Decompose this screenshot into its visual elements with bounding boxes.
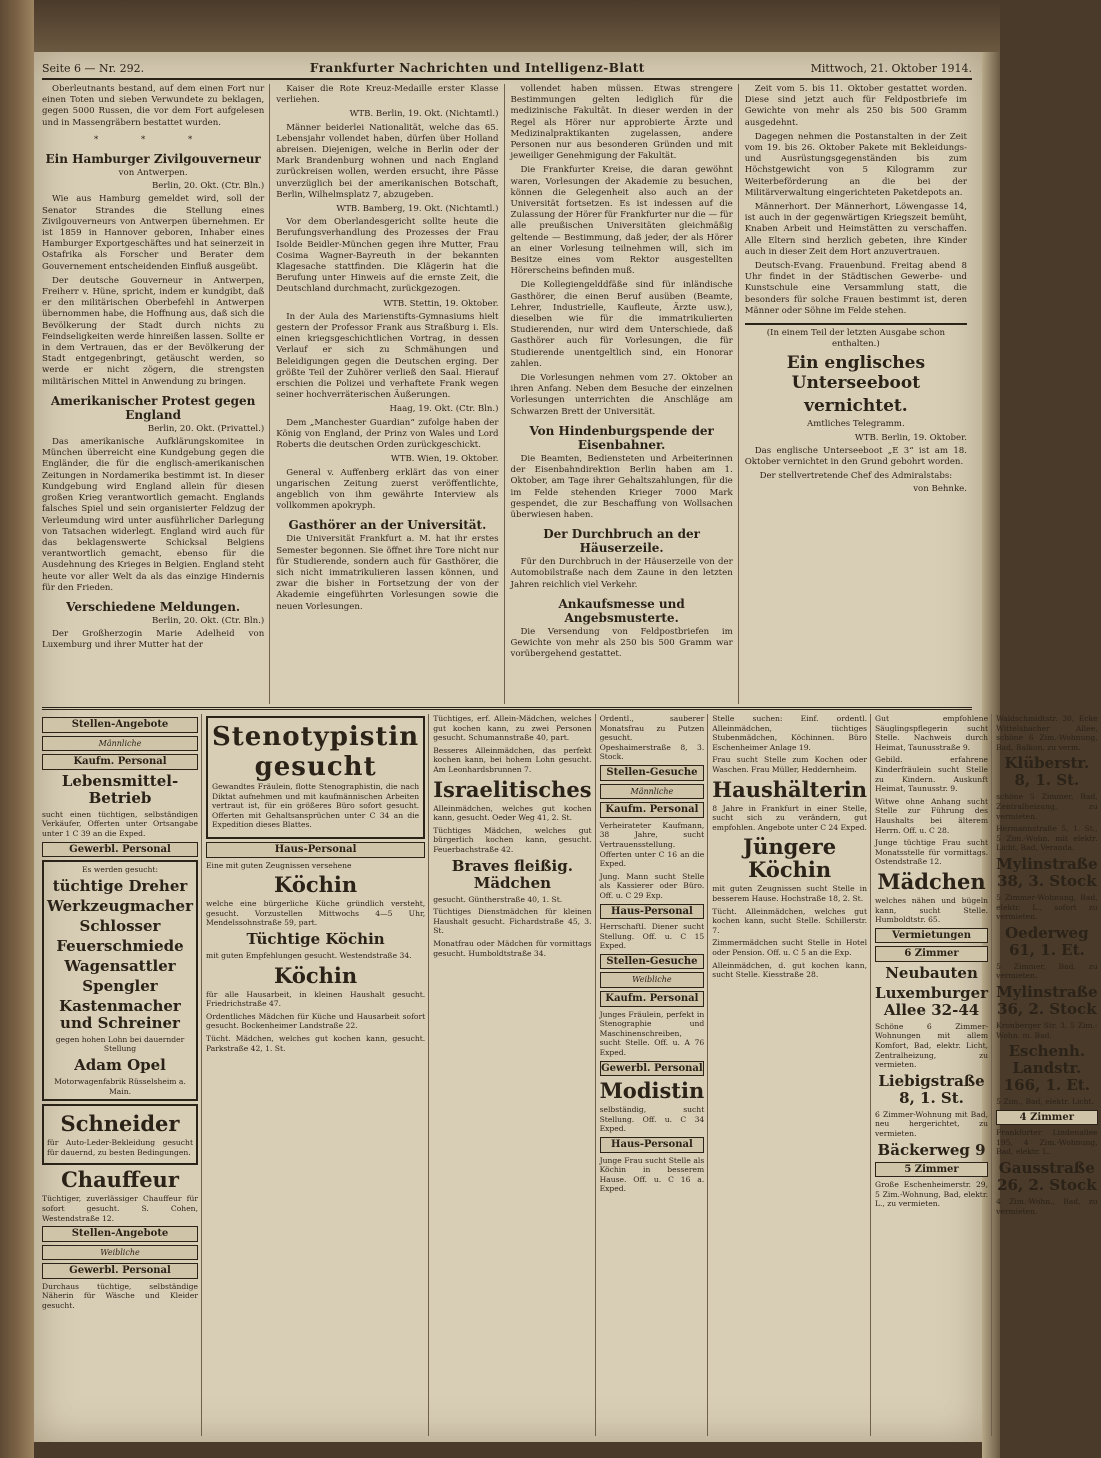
category-sub: Weibliche [42, 1245, 198, 1261]
edition-note: (In einem Teil der letzten Ausgabe schon enthalten.) [745, 323, 967, 350]
scan-top-edge [0, 0, 1000, 52]
ad-box [42, 1104, 198, 1165]
dateline: Berlin, 20. Okt. (Ctr. Bln.) [151, 615, 265, 626]
ad-text: Zimmermädchen sucht Stelle in Hotel oder Pension. Off. u. C 5 an die Exp. [712, 938, 868, 957]
article-text: Oberleutnants bestand, auf dem einen Fort nur einen Toten und sieben Verwundete zu beklagen, gegen 5000 Russen, die vor dem Fort aufgelesen und in Massengräbern bestattet wurden. [42, 84, 265, 128]
category-header: 6 Zimmer [875, 946, 988, 962]
ad-text: Frankfurter Lindenallee 195, 4 Zim.-Wohnung, Bad, elektr. L. [996, 1128, 1098, 1157]
ad-text: welches nähen und bügeln kann, sucht Stelle. Humboldtstr. 65. [875, 895, 989, 925]
ad-text: Eine mit guten Zeugnissen versehene [206, 860, 352, 870]
ad-text: Waldschmidtstr. 30, Ecke Wittelsbacher Allee, schöne 6 Zim.-Wohnung, Bad, Balkon, zu verm. [996, 714, 1098, 752]
ad-text: Schöne 6 Zimmer-Wohnungen mit allem Komfort, Bad, elektr. Licht, Zentralheizung, zu vermieten. [875, 1021, 989, 1070]
page-number: Seite 6 — Nr. 292. [42, 61, 145, 75]
ads-column-6 [875, 714, 992, 1436]
category-header: Stellen-Gesuche [600, 765, 705, 781]
ad-headline: Braves fleißig. Mädchen [451, 856, 573, 892]
article-text: Der Großherzogin Marie Adelheid von Luxemburg und ihrer Mutter hat der [42, 629, 265, 651]
ads-column-7 [996, 714, 1101, 1436]
ad-text: 5 Zim., Bad, elektr. Licht. [996, 1097, 1095, 1107]
category-header: 5 Zimmer [875, 1162, 988, 1178]
ad-box [42, 860, 198, 1101]
page-header [42, 58, 972, 80]
category-header: Gewerbl. Personal [42, 1263, 198, 1279]
headline: Von Hindenburgspende der Eisenbahner. [529, 423, 714, 452]
article-text: Die Beamten, Bediensteten und Arbeiterinnen der Eisenbahndirektion Berlin haben am 1. Oktober, am Tage ihrer Gehaltszahlungen, für die im Felde stehenden Krieger 7000 Mark gespendet, die zur Beschaffung von Wollsachen überwiesen haben. [510, 453, 733, 520]
article-text: Männer beiderlei Nationalität, welche das 65. Lebensjahr vollendet haben, dürfen über Holland abreisen. Diejenigen, welche in Berlin oder der Mark Brandenburg wohnen und nach England zurückreisen wollen, werden ersucht, ihre Pässe unverzüglich bei der amerikanischen Botschaft, Berlin, Wilhelmsplatz 7, abzugeben. [276, 122, 499, 200]
ad-text: Durchaus tüchtige, selbständige Näherin für Wäsche und Kleider gesucht. [42, 1281, 198, 1311]
ad-text: Junges Fräulein, perfekt in Stenographie und Maschinenschreiben, sucht Stelle. Off. u. A 76 Exped. [599, 1009, 705, 1058]
ad-text: Tücht. Mädchen, welches gut kochen kann, gesucht. Parkstraße 42, 1. St. [206, 1033, 426, 1053]
ad-text: Frau sucht Stelle zum Kochen oder Waschen. Frau Müller, Heddernheim. [712, 755, 868, 774]
ads-column-5 [712, 714, 871, 1436]
article-text: Zeit vom 5. bis 11. Oktober gestattet worden. Diese sind jetzt auch für Feldpostbriefe im Gewichte von mehr als 250 bis 500 Gramm ausgedehnt. [744, 84, 967, 128]
article-text: In der Aula des Marienstifts-Gymnasiums hielt gestern der Professor Frank aus Straßburg i. Els. einen kriegsgeschichtlichen Vortrag, in dessen Verlauf er sich zu Schmähungen und Beleidigungen gegen die Deutschen erging. Der größte Teil der Zuhörer verließ den Saal. Hierauf erschien die Polizei und verhaftete Frank wegen seiner hochverräterischen Äußerungen. [276, 311, 499, 401]
signature-name: von Behnke. [913, 484, 967, 495]
headline-main-2: vernichtet. [804, 396, 908, 417]
ads-column-3 [433, 714, 595, 1436]
ad-text: Hermannstraße 5, 1. St., 5 Zim.-Wohn. mit elektr. Licht, Bad, Veranda. [996, 824, 1098, 853]
category-sub: Weibliche [600, 972, 705, 988]
ad-text: Kronberger Str. 3, 5 Zim.-Wohn. m. Bad. [996, 1020, 1098, 1040]
ad-text: sucht einen tüchtigen, selbständigen Verkäufer, Offerten unter Ortsangabe unter 1 C 39 an die Exped. [42, 809, 198, 838]
category-header: Haus-Personal [206, 842, 425, 858]
headline: Ein Hamburger Zivilgouverneur [45, 152, 261, 167]
ad-text: Jung. Mann sucht Stelle als Kassierer oder Büro. Off. u. C 29 Exp. [599, 871, 705, 900]
article-text: Dem „Manchester Guardian“ zufolge haben der König von England, der Prinz von Wales und Lord Roberts die deutschen Orden zurückgeschickt. [276, 417, 499, 451]
ad-text: 8 Jahre in Frankfurt in einer Stelle, sucht sich zu verändern, gut empfohlen. Angebote unter C 24 Exped. [712, 803, 868, 832]
ad-box [206, 716, 425, 839]
article-text: vollendet haben müssen. Etwas strengere Bestimmungen gelten lediglich für die medizinische Fakultät. In dieser werden in der Regel als Hörer nur approbierte Ärzte und Medizinalpraktikanten zugelassen, andere Personen nur aus besonderen Gründen und mit jeweiliger Genehmigung der Fakultät. [510, 84, 733, 162]
ad-text: mit guten Zeugnissen sucht Stelle in besserem Hause. Hochstraße 18, 2. St. [712, 884, 868, 903]
dateline: WTB. Berlin, 19. Okt. (Nichtamtl.) [349, 109, 499, 120]
ad-text: Gewandtes Fräulein, flotte Stenographistin, die nach Diktat aufnehmen und mit kaufmännischen Arbeiten vertraut ist, für ein größeres Büro sofort gesucht. Offerten mit Gehaltsansprüchen unter C 34 an die Expedition dieses Blattes. [212, 782, 420, 830]
ad-headline: Wagensattler [64, 956, 176, 975]
news-column-1 [42, 84, 270, 704]
ad-headline: Neubauten [885, 963, 978, 982]
ad-headline: Tüchtige Köchin [246, 929, 385, 948]
headline: Amerikanischer Protest gegen England [50, 393, 256, 422]
ad-headline: tüchtige Dreher [52, 876, 188, 895]
ad-text: Tüchtiges Mädchen, welches gut bürgerlich kochen kann, gesucht. Feuerbachstraße 42. [433, 825, 592, 854]
subheadline: von Antwerpen. [118, 168, 188, 179]
book-binding [0, 0, 34, 1458]
headline: Der Durchbruch an der Häuserzeile. [543, 527, 700, 556]
newspaper-page [34, 52, 1098, 1442]
category-header: 4 Zimmer [996, 1110, 1098, 1126]
ad-headline: Klüberstr. 8, 1. St. [1004, 754, 1090, 790]
article-text: Für den Durchbruch in der Häuserzeile von der Automobilstraße nach dem Zaune in den letzten Jahren reichlich viel Verkehr. [510, 557, 733, 590]
article-text: Deutsch-Evang. Frauenbund. Freitag abend 8 Uhr findet in der Städtischen Gewerbe- und Kunstschule eine Versammlung statt, die besonders für solche Frauen bestimmt ist, deren Männer oder Söhne im Felde stehen. [744, 261, 967, 316]
dateline: WTB. Berlin, 19. Oktober. [854, 432, 967, 443]
newspaper-title: Frankfurter Nachrichten und Intelligenz-Blatt [309, 61, 645, 75]
ad-text: Herrschaftl. Diener sucht Stellung. Off. u. C 15 Exped. [599, 922, 705, 951]
ad-headline: Stenotypistin gesucht [212, 722, 420, 782]
category-header: Kaufm. Personal [42, 754, 198, 770]
ad-headline: Kastenmacher und Schreiner [59, 996, 181, 1032]
article-text: Die Versendung von Feldpostbriefen im Gewichte von mehr als 250 bis 500 Gramm war vorübergehend gestattet. [510, 626, 733, 660]
ad-firm: Adam Opel [74, 1055, 166, 1074]
news-column-2 [276, 84, 504, 704]
ad-headline: Liebigstraße 8, 1. St. [878, 1071, 985, 1107]
ad-headline: Oederweg 61, 1. Et. [1005, 923, 1089, 959]
headline: Gasthörer an der Universität. [288, 518, 487, 533]
ad-text: Tüchtiger, zuverlässiger Chauffeur für sofort gesucht. S. Cohen, Westendstraße 12. [42, 1194, 198, 1223]
ad-text: Motorwagenfabrik Rüsselsheim a. Main. [54, 1076, 186, 1096]
article-text: Dagegen nehmen die Postanstalten in der Zeit vom 19. bis 26. Oktober Pakete mit Bekleidungs- und Ausrüstungsgegenständen bis zum Höchstgewicht von 5 Kilogramm zur Weiterbeförderung an die bei der Militärverwaltung eingerichteten Paketdepots an. [744, 131, 967, 198]
article-text: Das englische Unterseeboot „E 3“ ist am 18. Oktober vernichtet in den Grund gebohrt worden. [744, 445, 967, 468]
news-column-3 [511, 84, 739, 704]
ads-column-2 [206, 714, 429, 1436]
ads-divider [42, 707, 972, 710]
category-header: Kaufm. Personal [600, 991, 705, 1007]
category-sub: Männliche [600, 784, 705, 800]
ad-text: gegen hohen Lohn bei dauernder Stellung [55, 1034, 185, 1054]
ad-headline: Eschenh. Landstr. 166, 1. Et. [1003, 1042, 1090, 1095]
dateline: WTB. Stettin, 19. Oktober. [383, 298, 499, 309]
ad-text: Gebild. erfahrene Kinderfräulein sucht Stelle zu Kindern. Auskunft Heimat, Taunusstr. 9. [875, 755, 989, 794]
ad-text: Gut empfohlene Säuglingspflegerin sucht Stelle. Nachweis durch Heimat, Taunusstraße 9. [875, 714, 989, 752]
ad-text: Junge Frau sucht Stelle als Köchin in besserem Hause. Off. u. C 16 a. Exped. [599, 1155, 705, 1194]
ad-headline: Schneider [60, 1111, 180, 1137]
headline: Ankaufsmesse und Angebsmusterte. [558, 596, 685, 625]
ad-text: 5 Zimmer-Wohnung, Bad, elektr. L., sofort zu vermieten. [996, 892, 1098, 922]
ad-headline: Luxemburger Allee 32-44 [875, 983, 989, 1019]
article-text: Die Kollegiengelddfäße sind für inländische Gasthörer, die einen Beruf ausüben (Beamte, Lehrer, Industrielle, Kaufleute, Ärzte usw.), dieselben wie für die immatrikulierten Studierenden, nur wird dem Unterschiede, daß Gasthörer auch für Vorlesungen, die für Studierende unentgeltlich sind, ein Honorar zahlen. [510, 280, 733, 369]
ad-headline: Mädchen [877, 868, 986, 894]
ad-headline: Israelitisches [433, 776, 592, 802]
ad-text: Alleinmädchen, welches gut kochen kann, gesucht. Oeder Weg 41, 2. St. [433, 803, 592, 823]
telegram-label: Amtliches Telegramm. [807, 419, 905, 430]
ad-text: Witwe ohne Anhang sucht Stelle zur Führung des Haushalts bei älterem Herrn. Off. u. C 28. [875, 796, 989, 835]
ad-text: Tüchtiges, erf. Allein-Mädchen, welches gut kochen kann, zu zwei Personen gesucht. Schumannstraße 40, part. [433, 714, 592, 743]
category-header: Gewerbl. Personal [42, 842, 198, 858]
dateline: Berlin, 20. Okt. (Privattel.) [147, 423, 265, 434]
ads-column-4 [600, 714, 709, 1436]
ad-headline: Mylinstraße 38, 3. Stock [996, 854, 1098, 890]
classified-ads [42, 714, 1098, 1436]
article-text: Kaiser die Rote Kreuz-Medaille erster Klasse verliehen. [276, 84, 499, 106]
ad-text: Alleinmädchen, d. gut kochen kann, sucht Stelle. Kiesstraße 28. [712, 960, 868, 980]
ad-text: Tücht. Alleinmädchen, welches gut kochen kann, sucht Stelle. Schillerstr. 7. [712, 906, 868, 935]
ad-headline: Bäckerweg 9 [877, 1140, 986, 1159]
ad-text: für alle Hausarbeit, in kleinen Haushalt gesucht. Friedrichstraße 47. [206, 989, 426, 1009]
category-header: Haus-Personal [600, 1137, 705, 1153]
ad-headline: Werkzeugmacher [47, 896, 193, 915]
ad-text: Stelle suchen: Einf. ordentl. Alleinmädchen, tüchtiges Stubenmädchen, Köchinnen. Büro Eschenheimer Anlage 19. [712, 714, 868, 752]
dateline: WTB. Bamberg, 19. Okt. (Nichtamtl.) [336, 204, 499, 215]
category-header: Kaufm. Personal [600, 802, 705, 818]
ad-headline: Chauffeur [61, 1167, 179, 1193]
dateline: Berlin, 20. Okt. (Ctr. Bln.) [151, 181, 265, 192]
news-columns [42, 84, 972, 704]
ad-headline: Jüngere Köchin [743, 834, 837, 883]
dateline: WTB. Wien, 19. Oktober. [390, 454, 499, 465]
ad-text: Es werden gesucht: [81, 865, 159, 875]
ad-text: Große Eschenheimerstr. 29, 5 Zim.-Wohnung, Bad, elektr. L., zu vermieten. [875, 1180, 989, 1209]
ad-text: Monatfrau oder Mädchen für vormittags gesucht. Humboldtstraße 34. [433, 938, 592, 958]
dateline: Haag, 19. Okt. (Ctr. Bln.) [389, 404, 499, 415]
ad-text: 6 Zimmer-Wohnung mit Bad, neu hergerichtet, zu vermieten. [875, 1109, 989, 1139]
ad-text: welche eine bürgerliche Küche gründlich versteht, gesucht. Vorzustellen Mittwochs 4—5 Uhr, Mendelssohnstraße 59, part. [206, 899, 426, 928]
ad-text: 4 Zim.-Wohn., Bad, zu vermieten. [996, 1197, 1098, 1216]
ad-text: Junge tüchtige Frau sucht Monatsstelle für vormittags. Ostendstraße 12. [875, 838, 989, 867]
ad-headline: Schlosser [79, 916, 161, 935]
ad-text: selbständig, sucht Stellung. Off. u. C 34 Exped. [599, 1105, 705, 1134]
ad-headline: Feuerschmiede [56, 936, 184, 955]
ad-text: 5 Zimmer, Bad, zu vermieten. [996, 961, 1098, 981]
article-text: Die Vorlesungen nehmen vom 27. Oktober an ihren Anfang. Neben dem Besuche der einzelnen Vorlesungen unterrichten die Anschläge am Schwarzen Brett der Universität. [510, 373, 733, 417]
headline-main: Ein englisches Unterseeboot [786, 353, 926, 394]
category-header: Haus-Personal [600, 904, 705, 920]
category-header: Gewerbl. Personal [600, 1061, 705, 1077]
ad-headline: Köchin [274, 962, 358, 988]
category-header: Stellen-Angebote [42, 1226, 198, 1242]
ad-text: Besseres Alleinmädchen, das perfekt kochen kann, bei hohem Lohn gesucht. Am Leonhardsbrunnen 7. [433, 745, 592, 774]
ad-headline: Lebensmittel-Betrieb [61, 771, 179, 807]
ad-headline: Mylinstraße 36, 2. Stock [996, 982, 1098, 1018]
ad-headline: Köchin [274, 872, 358, 898]
article-text: Die Universität Frankfurt a. M. hat ihr erstes Semester begonnen. Sie öffnet ihre Tore nicht nur für Studierende, sondern auch für Gasthörer, die sich nicht immatrikulieren lassen können, und zwar die bisher in Fortsetzung der von der Akademie eingeführten Vorlesungen sowie die neuen Vorlesungen. [276, 534, 499, 612]
ad-text: für Auto-Leder-Bekleidung gesucht für dauernd, zu besten Bedingungen. [47, 1138, 193, 1157]
article-text: Die Frankfurter Kreise, die daran gewöhnt waren, Vorlesungen der Akademie zu besuchen, können die Gelegenheit also auch an der Universität fortsetzen. Es ist indessen auf die Zulassung der Hörer für Frankfurter nur die — für alle preußischen Universitäten gleichmäßig geltende — Bestimmung, daß jeder, der als Hörer an einer Vorlesung teilnehmen will, sich im Besitze eines vom Rektor ausgestellten Hörerscheins befinden muß. [510, 165, 733, 277]
ad-headline: Spengler [82, 976, 158, 995]
issue-date: Mittwoch, 21. Oktober 1914. [810, 61, 972, 75]
ad-headline: Haushälterin [712, 776, 868, 802]
article-text: Vor dem Oberlandesgericht sollte heute die Berufungsverhandlung des Prozesses der Frau Isolde Beidler-München gegen ihre Mutter, Frau Cosima Wagner-Bayreuth in der bekannten Klagesache stattfinden. Die Klägerin hat die Berufung unter Hinweis auf die ernste Zeit, die Deutschland durchmacht, zurückgezogen. [276, 217, 499, 295]
article-text: Wie aus Hamburg gemeldet wird, soll der Senator Strandes die Stellung eines Zivilgouverneurs von Antwerpen übernehmen. Er ist 1859 in Hannover geboren, Inhaber eines Hamburger Exportgeschäftes und hat seinerzeit in Ostafrika als Forscher und Berater dem Gouvernement entscheidenden Einfluß ausgeübt. [42, 194, 265, 272]
category-header: Stellen-Angebote [42, 717, 198, 733]
ad-text: schöne 5 Zimmer, Bad, Zentralheizung, zu vermieten. [996, 792, 1098, 821]
ad-text: Verheirateter Kaufmann, 38 Jahre, sucht Vertrauensstellung. Offerten unter C 16 an die Exped. [599, 820, 705, 869]
category-header: Vermietungen [875, 928, 988, 944]
ad-text: mit guten Empfehlungen gesucht. Westendstraße 34. [206, 950, 412, 960]
article-text: Männerhort. Der Männerhort, Löwengasse 14, ist auch in der gegenwärtigen Kriegszeit bemüht, Knaben Arbeit und Heimstätten zu verschaffen. Alle Eltern sind herzlich gebeten, ihre Kinder auch in dieser Zeit dem Hort anzuvertrauen. [744, 202, 967, 257]
ads-column-1 [42, 714, 202, 1436]
ad-headline: Modistin [599, 1078, 705, 1104]
separator-stars: * * * [93, 134, 213, 145]
ad-text: Ordentliches Mädchen für Küche und Hausarbeit sofort gesucht. Bockenheimer Landstraße 22. [206, 1011, 426, 1031]
ad-text: Ordentl., sauberer Monatsfrau zu Putzen gesucht. Opeshaimerstraße 8, 3. Stock. [599, 714, 705, 762]
news-column-4 [745, 84, 972, 704]
ad-text: gesucht. Güntherstraße 40, 1. St. [433, 894, 563, 904]
article-text: General v. Auffenberg erklärt das von einer ungarischen Zeitung zuerst veröffentlichte, angeblich von ihm gewährte Interview als vollkommen apokryph. [276, 467, 499, 512]
category-sub: Männliche [42, 736, 198, 752]
ad-headline: Gausstraße 26, 2. Stock [997, 1159, 1097, 1195]
article-text: Das amerikanische Aufklärungskomitee in München überreicht eine Kundgebung gegen die Engländer, die für die englisch-amerikanischen Zeitungen in Nordamerika bestimmt ist. In dieser Kundgebung wird England allein für diesen großen Krieg verantwortlich gemacht. Englands falsches Spiel und sein organisierter Feldzug der Verleumdung wird unter ausführlicher Darlegung von Tatsachen widerlegt. England wird auch für das beklagenswerte Schicksal Belgiens verantwortlich gemacht, ebenso für die Ausdehnung des Krieges in Belgien. England steht heute vor aller Welt da als das einzige Hindernis für den Frieden. [42, 437, 265, 593]
category-header: Stellen-Gesuche [600, 954, 705, 970]
signature-line: Der stellvertretende Chef des Admiralstabs: [759, 471, 953, 482]
article-text: Der deutsche Gouverneur in Antwerpen, Freiherr v. Hüne, spricht, indem er kundgibt, daß er den militärischen Oberbefehl in Antwerpen übernommen habe, die Hoffnung aus, daß sich die Bevölkerung der Stadt durch nichts zu Feindseligkeiten werde hinreißen lassen. Sollte er in dem Vertrauen, das er der Bevölkerung der Stadt entgegenbringt, getäuscht werden, so werde er nicht zögern, die strengsten militärischen Mittel in Anwendung zu bringen. [42, 275, 265, 387]
headline: Verschiedene Meldungen. [66, 599, 241, 614]
ad-text: Tüchtiges Dienstmädchen für kleinen Haushalt gesucht. Fichardstraße 45, 3. St. [433, 907, 592, 936]
